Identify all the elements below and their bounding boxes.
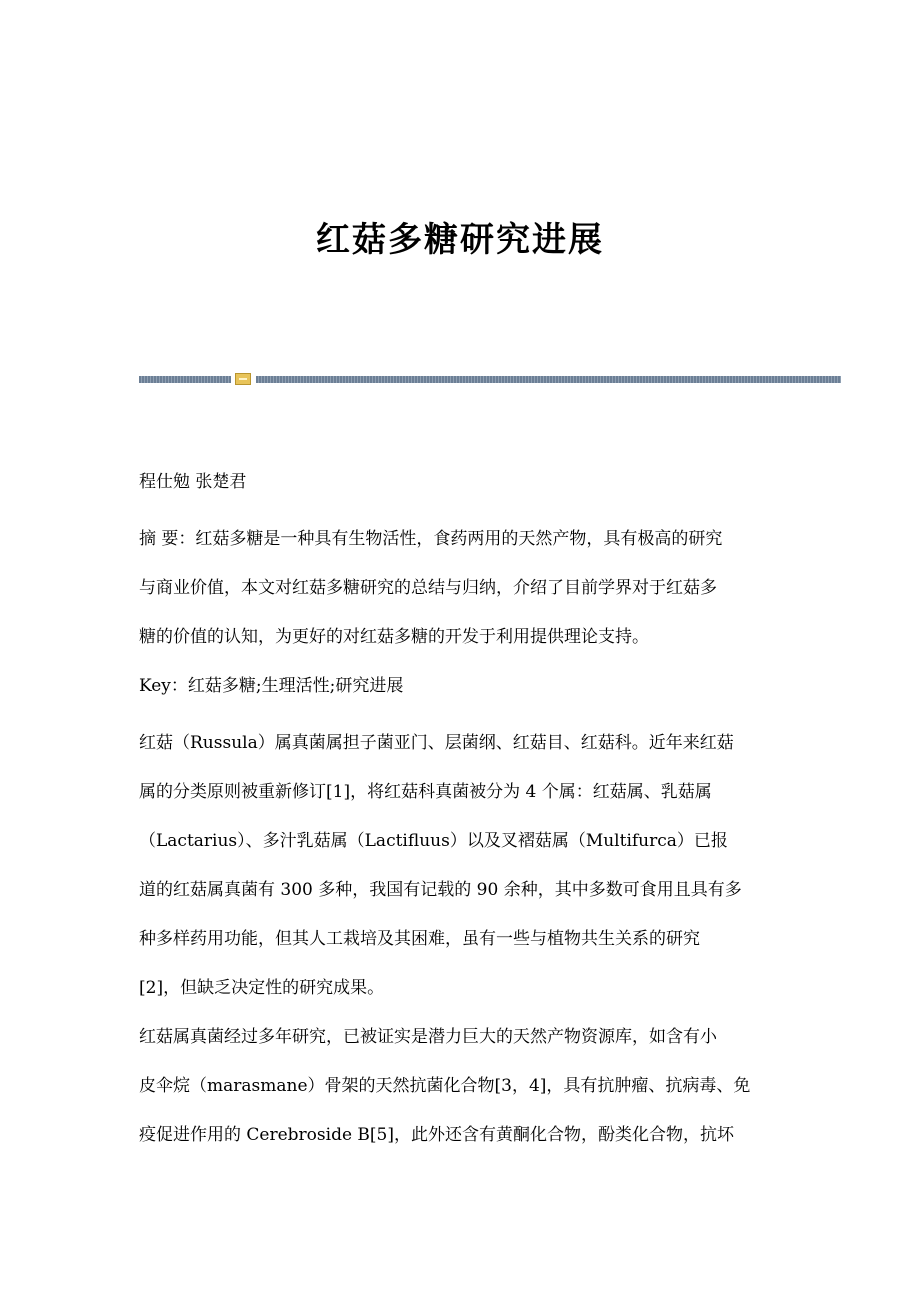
paragraph-line: 皮伞烷（marasmane）骨架的天然抗菌化合物[3，4]，具有抗肿瘤、抗病毒、免 bbox=[139, 1076, 751, 1096]
paragraph-2 bbox=[139, 1013, 784, 1160]
paragraph-line: 道的红菇属真菌有 300 多种，我国有记载的 90 余种，其中多数可食用且具有多 bbox=[139, 880, 742, 900]
paragraph-line: [2]，但缺乏决定性的研究成果。 bbox=[139, 978, 385, 998]
abstract-line: 与商业价值，本文对红菇多糖研究的总结与归纳，介绍了目前学界对于红菇多 bbox=[139, 578, 717, 598]
paragraph-1 bbox=[139, 719, 784, 1013]
authors bbox=[139, 458, 784, 507]
document-title: 红菇多糖研究进展 bbox=[316, 220, 604, 260]
title-divider bbox=[139, 373, 841, 385]
divider-bar-right bbox=[256, 376, 841, 383]
paragraph-line: 种多样药用功能，但其人工栽培及其困难，虽有一些与植物共生关系的研究 bbox=[139, 929, 700, 949]
keywords-line: Key：红菇多糖;生理活性;研究进展 bbox=[139, 676, 404, 696]
paragraph-line: 疫促进作用的 Cerebroside B[5]，此外还含有黄酮化合物，酚类化合物，抗坏 bbox=[139, 1125, 734, 1145]
paragraph-line: 红菇属真菌经过多年研究，已被证实是潜力巨大的天然产物资源库，如含有小 bbox=[139, 1027, 717, 1047]
abstract-line: 摘 要：红菇多糖是一种具有生物活性，食药两用的天然产物，具有极高的研究 bbox=[139, 529, 723, 549]
authors-line: 程仕勉 张楚君 bbox=[139, 472, 247, 492]
paragraph-line: 红菇（Russula）属真菌属担子菌亚门、层菌纲、红菇目、红菇科。近年来红菇 bbox=[139, 733, 734, 753]
divider-ornament-icon bbox=[235, 373, 251, 385]
divider-bar-left bbox=[139, 376, 231, 383]
paragraph-line: （Lactarius）、多汁乳菇属（Lactifluus）以及叉褶菇属（Multifurca）已报 bbox=[139, 831, 728, 851]
keywords bbox=[139, 662, 784, 711]
abstract-line: 糖的价值的认知，为更好的对红菇多糖的开发于利用提供理论支持。 bbox=[139, 627, 649, 647]
abstract bbox=[139, 515, 784, 662]
paragraph-line: 属的分类原则被重新修订[1]，将红菇科真菌被分为 4 个属：红菇属、乳菇属 bbox=[139, 782, 712, 802]
